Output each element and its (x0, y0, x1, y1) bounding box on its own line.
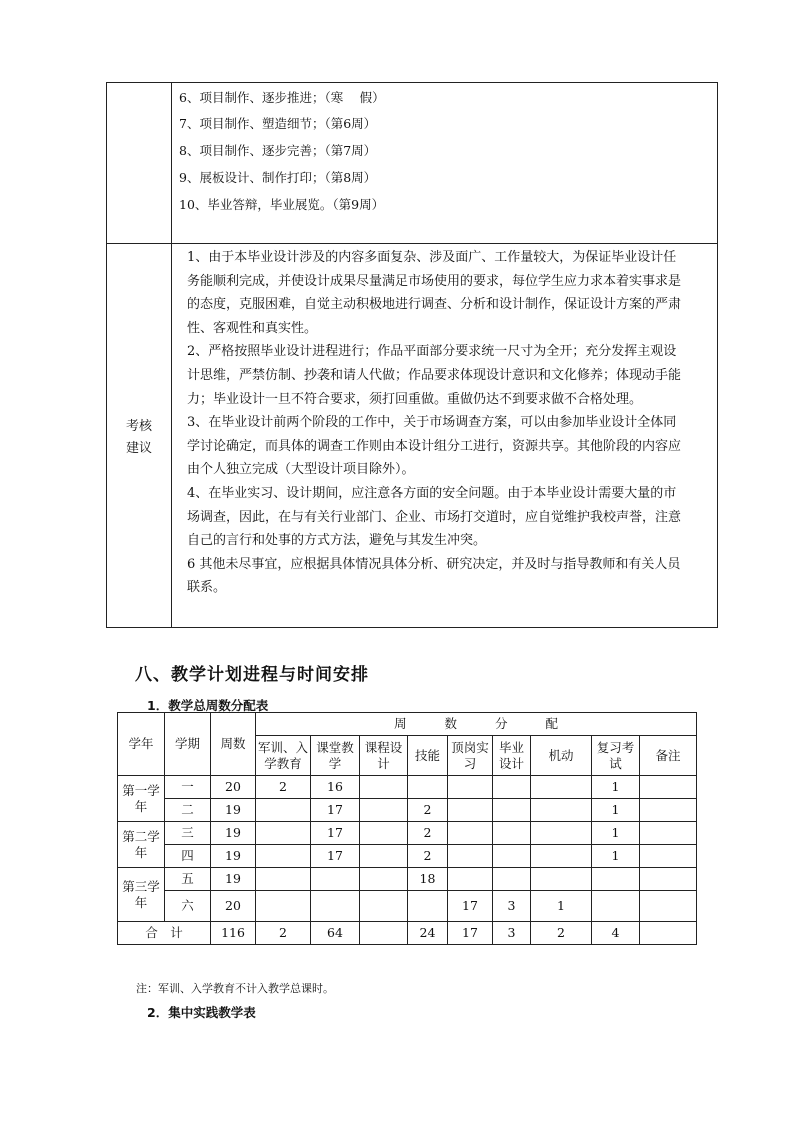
cell: 2 (256, 776, 311, 799)
year-cell: 第二学年 (118, 822, 165, 868)
table-note: 注：军训、入学教育不计入教学总课时。 (136, 982, 334, 995)
total-label: 合 计 (118, 922, 211, 945)
cell (592, 868, 640, 891)
assessment-paragraph: 2、严格按照毕业设计进程进行；作品平面部分要求统一尺寸为全开；充分发挥主观设 计思维，严禁仿制、抄袭和请人代做；作品要求体现设计意识和文化修养；体现动手能 力；毕业设计一旦不符合要求，须打回重做。重做仍达不到要求做不合格处理。 (187, 344, 682, 407)
cell (493, 822, 531, 845)
cell: 4 (592, 922, 640, 945)
header-col: 顶岗实习 (448, 736, 493, 776)
cell: 1 (592, 822, 640, 845)
cell (640, 822, 697, 845)
table-row (118, 776, 697, 799)
cell (256, 891, 311, 922)
header-col: 军训、入学教育 (256, 736, 311, 776)
cell (448, 776, 493, 799)
cell (311, 868, 360, 891)
weeks-cell: 116 (211, 922, 256, 945)
cell (360, 845, 408, 868)
cell: 3 (493, 891, 531, 922)
column-divider (171, 83, 172, 627)
header-col: 备注 (640, 736, 697, 776)
cell (360, 799, 408, 822)
header-col: 毕业设计 (493, 736, 531, 776)
header-term: 学期 (165, 713, 211, 776)
cell (640, 799, 697, 822)
cell: 1 (531, 891, 592, 922)
cell (360, 891, 408, 922)
cell (493, 868, 531, 891)
table1-title: 1．教学总周数分配表 (147, 698, 269, 713)
cell: 2 (531, 922, 592, 945)
cell: 64 (311, 922, 360, 945)
assessment-paragraph: 1、由于本毕业设计涉及的内容多面复杂、涉及面广、工作量较大，为保证毕业设计任 务能顺利完成，并使设计成果尽量满足市场使用的要求，每位学生应力求本着实事求是 的态度，克服困难，自觉主动积极地进行调查、分析和设计制作，保证设计方案的严肃 性、客观性和真实性。 (187, 250, 682, 336)
cell (640, 922, 697, 945)
header-col: 课程设计 (360, 736, 408, 776)
cell (493, 799, 531, 822)
term-cell: 六 (165, 891, 211, 922)
cell (408, 776, 448, 799)
table-row (118, 822, 697, 845)
assessment-table (106, 82, 718, 628)
schedule-item: 6、项目制作、逐步推进；（寒 假） (179, 90, 385, 105)
cell (256, 822, 311, 845)
cell (531, 822, 592, 845)
section-title: 八、教学计划进程与时间安排 (135, 665, 369, 685)
cell (256, 799, 311, 822)
cell (531, 845, 592, 868)
cell: 17 (311, 822, 360, 845)
cell: 2 (408, 822, 448, 845)
cell (360, 922, 408, 945)
cell (408, 891, 448, 922)
cell: 1 (592, 776, 640, 799)
cell: 1 (592, 799, 640, 822)
term-cell: 四 (165, 845, 211, 868)
cell (448, 845, 493, 868)
weeks-cell: 20 (211, 776, 256, 799)
cell: 2 (408, 845, 448, 868)
header-year: 学年 (118, 713, 165, 776)
table-header-row (118, 713, 697, 736)
cell (531, 776, 592, 799)
weeks-distribution-table (117, 712, 697, 945)
weeks-cell: 19 (211, 845, 256, 868)
cell: 3 (493, 922, 531, 945)
cell: 24 (408, 922, 448, 945)
cell (531, 868, 592, 891)
header-weeks: 周数 (211, 713, 256, 776)
cell (448, 822, 493, 845)
table-row (118, 868, 697, 891)
cell (256, 845, 311, 868)
assessment-paragraph: 3、在毕业设计前两个阶段的工作中，关于市场调查方案，可以由参加毕业设计全体同 学讨论确定，而具体的调查工作则由本设计组分工进行，资源共享。其他阶段的内容应 由个人独立完成（大型设计项目除外）。 (187, 415, 682, 478)
schedule-item: 8、项目制作、逐步完善；（第7周） (179, 143, 377, 158)
cell (640, 868, 697, 891)
cell (640, 845, 697, 868)
cell (311, 891, 360, 922)
cell: 18 (408, 868, 448, 891)
year-cell: 第三学年 (118, 868, 165, 922)
weeks-cell: 20 (211, 891, 256, 922)
cell (640, 891, 697, 922)
term-cell: 二 (165, 799, 211, 822)
cell (360, 776, 408, 799)
cell (256, 868, 311, 891)
header-distribution: 周数分配 (256, 713, 697, 736)
table2-title: 2．集中实践教学表 (147, 1005, 256, 1020)
cell (493, 776, 531, 799)
weeks-cell: 19 (211, 868, 256, 891)
cell (531, 799, 592, 822)
header-col: 课堂教学 (311, 736, 360, 776)
cell (360, 822, 408, 845)
assessment-text (177, 246, 713, 600)
year-cell: 第一学年 (118, 776, 165, 822)
cell (640, 776, 697, 799)
header-col: 机动 (531, 736, 592, 776)
weeks-cell: 19 (211, 799, 256, 822)
row-divider (107, 243, 717, 244)
table-row (118, 799, 697, 822)
weeks-cell: 19 (211, 822, 256, 845)
schedule-item: 9、展板设计、制作打印；（第8周） (179, 170, 377, 185)
cell: 2 (408, 799, 448, 822)
term-cell: 一 (165, 776, 211, 799)
cell (493, 845, 531, 868)
table-row (118, 845, 697, 868)
cell: 17 (311, 799, 360, 822)
header-col: 技能 (408, 736, 448, 776)
term-cell: 五 (165, 868, 211, 891)
cell: 17 (311, 845, 360, 868)
cell (448, 868, 493, 891)
cell: 1 (592, 845, 640, 868)
cell (448, 799, 493, 822)
assessment-paragraph: 4、在毕业实习、设计期间，应注意各方面的安全问题。由于本毕业设计需要大量的市 场调查，因此，在与有关行业部门、企业、市场打交道时，应自觉维护我校声誉，注意 自己的言行和处事的方式方法，避免与其发生冲突。 (187, 485, 682, 549)
cell: 17 (448, 922, 493, 945)
header-col: 复习考试 (592, 736, 640, 776)
cell: 17 (448, 891, 493, 922)
total-row (118, 922, 697, 945)
cell: 16 (311, 776, 360, 799)
term-cell: 三 (165, 822, 211, 845)
cell (592, 891, 640, 922)
schedule-item: 10、毕业答辩，毕业展览。（第9周） (179, 197, 385, 212)
cell (360, 868, 408, 891)
schedule-item: 7、项目制作、塑造细节；（第6周） (179, 116, 377, 131)
assessment-paragraph: 6 其他未尽事宜，应根据具体情况具体分析、研究决定，并及时与指导教师和有关人员 联系。 (187, 556, 681, 596)
cell: 2 (256, 922, 311, 945)
assessment-label: 考核 建议 (125, 419, 152, 456)
table-row (118, 891, 697, 922)
